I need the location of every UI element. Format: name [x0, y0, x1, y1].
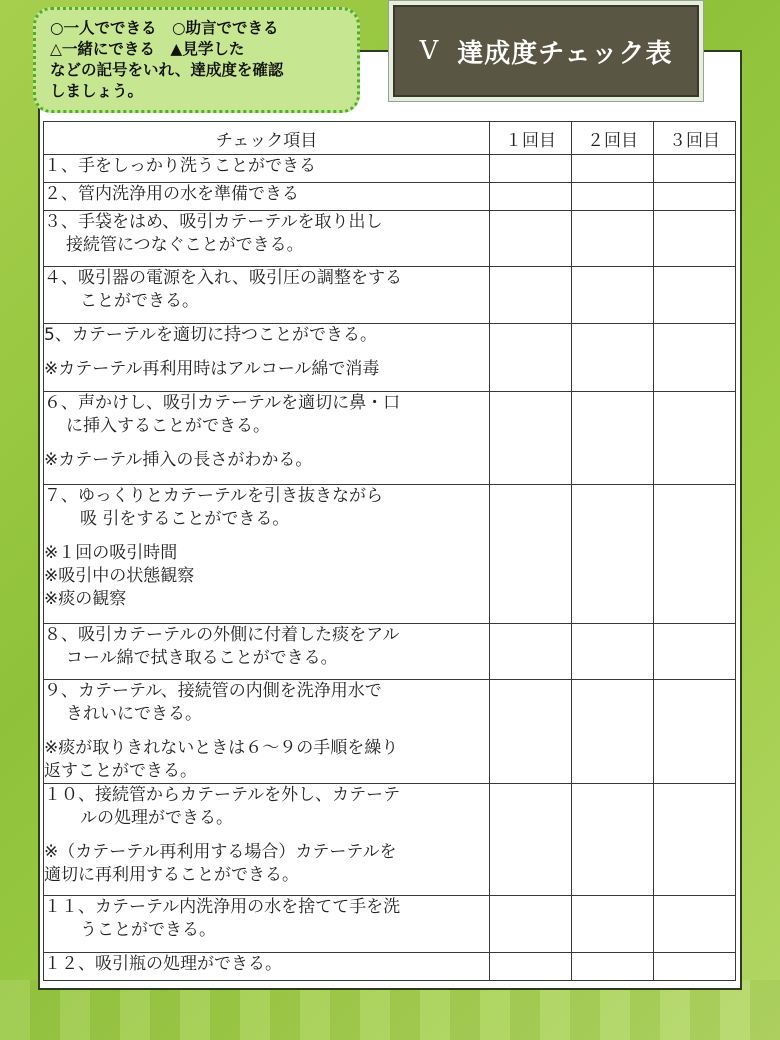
header-check-item: チェック項目 — [44, 122, 490, 155]
round-2-cell[interactable] — [572, 183, 654, 211]
check-item-text: ９、カテーテル、接続管の内側を洗浄用水で — [44, 681, 382, 701]
round-2-cell[interactable] — [572, 211, 654, 267]
table-header-row — [44, 122, 736, 155]
header-round-2: ２回目 — [572, 122, 654, 155]
check-item-text: ６、声かけし、吸引カテーテルを適切に鼻・口 — [44, 393, 401, 413]
checklist-table — [43, 121, 736, 981]
legend-line: △一緒にできる ▲見学した — [50, 40, 245, 58]
round-1-cell[interactable] — [490, 183, 572, 211]
title-frame — [388, 0, 704, 102]
spacer — [44, 347, 489, 358]
check-item-text: １１、カテーテル内洗浄用の水を捨てて手を洗 — [44, 897, 401, 917]
section-number: Ⅴ — [419, 36, 440, 66]
check-item-cell — [44, 953, 490, 981]
table-row — [44, 485, 736, 624]
spacer — [44, 438, 489, 449]
check-item-cell — [44, 183, 490, 211]
round-1-cell[interactable] — [490, 896, 572, 953]
round-1-cell[interactable] — [490, 392, 572, 485]
check-item-note: ※痰の観察 — [44, 589, 127, 609]
spacer — [44, 531, 489, 542]
check-item-text: 吸 引をすることができる。 — [80, 509, 290, 529]
spacer — [44, 830, 489, 841]
check-item-note: 適切に再利用することができる。 — [44, 865, 299, 885]
table-row — [44, 183, 736, 211]
round-1-cell[interactable] — [490, 624, 572, 680]
table-row — [44, 267, 736, 324]
check-item-note: ※カテーテル挿入の長さがわかる。 — [44, 450, 313, 470]
check-item-note: ※カテーテル再利用時はアルコール綿で消毒 — [44, 359, 380, 379]
round-1-cell[interactable] — [490, 784, 572, 896]
round-1-cell[interactable] — [490, 953, 572, 981]
table-row — [44, 624, 736, 680]
check-item-note: ※１回の吸引時間 — [44, 543, 178, 563]
round-2-cell[interactable] — [572, 267, 654, 324]
round-2-cell[interactable] — [572, 155, 654, 183]
check-item-text: 接続管につなぐことができる。 — [66, 235, 304, 255]
round-3-cell[interactable] — [654, 896, 736, 953]
table-row — [44, 784, 736, 896]
check-item-note: ※吸引中の状態観察 — [44, 566, 195, 586]
check-item-note: ※痰が取りきれないときは６～９の手順を繰り — [44, 738, 399, 758]
round-2-cell[interactable] — [572, 896, 654, 953]
round-3-cell[interactable] — [654, 324, 736, 392]
check-item-note: ※（カテーテル再利用する場合）カテーテルを — [44, 842, 397, 862]
round-2-cell[interactable] — [572, 680, 654, 784]
check-item-text: うことができる。 — [80, 920, 216, 940]
round-3-cell[interactable] — [654, 183, 736, 211]
check-item-cell — [44, 485, 490, 624]
check-item-text: ４、吸引器の電源を入れ、吸引圧の調整をする — [44, 268, 403, 288]
check-item-cell — [44, 211, 490, 267]
header-round-3: ３回目 — [654, 122, 736, 155]
check-item-text: コール綿で拭き取ることができる。 — [66, 648, 338, 668]
round-2-cell[interactable] — [572, 324, 654, 392]
check-item-text: ことができる。 — [80, 291, 199, 311]
spacer — [44, 726, 489, 737]
table-row — [44, 155, 736, 183]
table-row — [44, 324, 736, 392]
round-1-cell[interactable] — [490, 155, 572, 183]
round-1-cell[interactable] — [490, 680, 572, 784]
round-3-cell[interactable] — [654, 485, 736, 624]
check-item-text: １０、接続管からカテーテルを外し、カテーテ — [44, 785, 401, 805]
round-2-cell[interactable] — [572, 392, 654, 485]
check-item-cell — [44, 155, 490, 183]
round-1-cell[interactable] — [490, 211, 572, 267]
legend-line: ○一人でできる ○助言でできる — [50, 19, 279, 37]
check-item-cell — [44, 624, 490, 680]
check-item-text: １、手をしっかり洗うことができる — [44, 156, 316, 176]
round-2-cell[interactable] — [572, 624, 654, 680]
check-item-text: ルの処理ができる。 — [80, 808, 233, 828]
round-3-cell[interactable] — [654, 267, 736, 324]
round-3-cell[interactable] — [654, 624, 736, 680]
check-item-note: 返すことができる。 — [44, 761, 197, 781]
legend-line: などの記号をいれ、達成度を確認 — [50, 61, 284, 79]
table-row — [44, 896, 736, 953]
check-item-cell — [44, 784, 490, 896]
round-1-cell[interactable] — [490, 267, 572, 324]
check-item-cell — [44, 680, 490, 784]
round-3-cell[interactable] — [654, 392, 736, 485]
check-item-text: に挿入することができる。 — [66, 416, 270, 436]
check-item-text: ８、吸引カテーテルの外側に付着した痰をアル — [44, 625, 400, 645]
round-1-cell[interactable] — [490, 485, 572, 624]
check-item-text: 5、カテーテルを適切に持つことができる。 — [44, 325, 377, 345]
check-item-text: ２、管内洗浄用の水を準備できる — [44, 184, 299, 204]
table-row — [44, 953, 736, 981]
round-3-cell[interactable] — [654, 211, 736, 267]
check-item-text: ７、ゆっくりとカテーテルを引き抜きながら — [44, 486, 383, 506]
check-item-cell — [44, 392, 490, 485]
legend-line: しましょう。 — [50, 82, 144, 100]
header-round-1: １回目 — [490, 122, 572, 155]
check-item-cell — [44, 324, 490, 392]
round-2-cell[interactable] — [572, 485, 654, 624]
round-2-cell[interactable] — [572, 953, 654, 981]
round-3-cell[interactable] — [654, 155, 736, 183]
table-row — [44, 680, 736, 784]
check-item-text: １２、吸引瓶の処理ができる。 — [44, 954, 282, 974]
table-row — [44, 211, 736, 267]
round-3-cell[interactable] — [654, 784, 736, 896]
check-item-cell — [44, 267, 490, 324]
round-3-cell[interactable] — [654, 953, 736, 981]
check-item-text: ３、手袋をはめ、吸引カテーテルを取り出し — [44, 212, 383, 232]
round-1-cell[interactable] — [490, 324, 572, 392]
check-item-cell — [44, 896, 490, 953]
legend-note — [33, 7, 360, 113]
round-3-cell[interactable] — [654, 680, 736, 784]
check-item-text: きれいにできる。 — [66, 704, 202, 724]
title-text: 達成度チェック表 — [457, 38, 673, 69]
table-row — [44, 392, 736, 485]
page-title — [393, 5, 699, 97]
round-2-cell[interactable] — [572, 784, 654, 896]
